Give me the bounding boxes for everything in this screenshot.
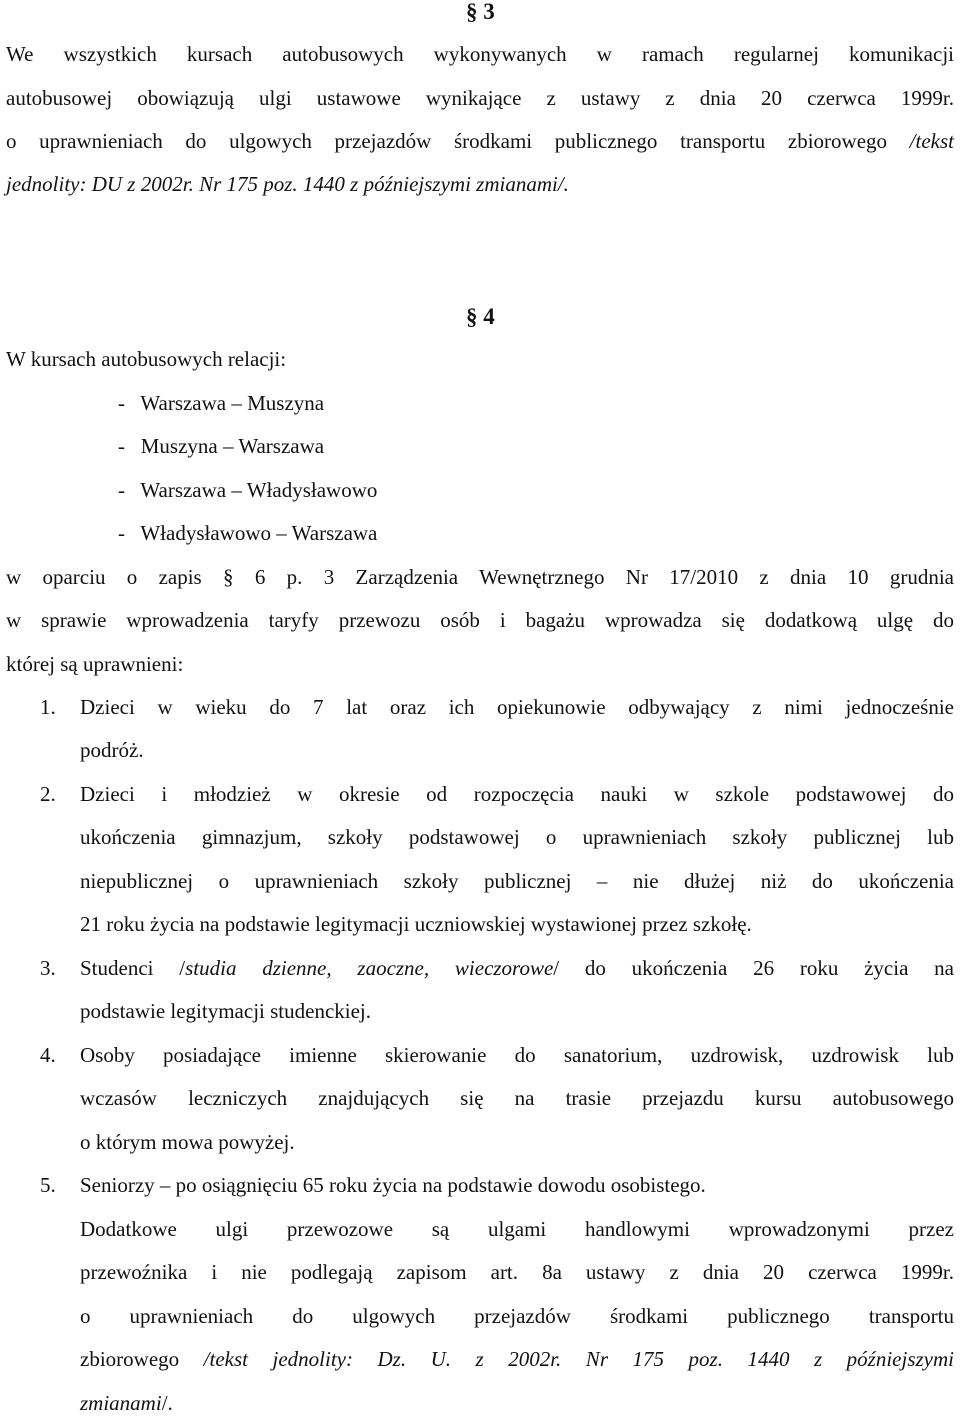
- route-item: - Muszyna – Warszawa: [118, 434, 325, 458]
- list-item-line: niepublicznej o uprawnieniach szkoły publicznej – nie dłużej niż do ukończenia: [80, 869, 954, 893]
- list-number: 3.: [40, 956, 56, 980]
- list-item-text: Studenci /: [80, 956, 186, 980]
- list-item-line: podstawie legitymacji studenckiej.: [80, 999, 372, 1023]
- closing-line-3: o uprawnieniach do ulgowych przejazdów środkami publicznego transportu: [80, 1304, 954, 1328]
- section-4-para-line-2: w sprawie wprowadzenia taryfy przewozu osób i bagażu wprowadza się dodatkową ulgę do: [6, 608, 954, 632]
- closing-line-1: Dodatkowe ulgi przewozowe są ulgami handlowymi wprowadzonymi przez: [80, 1217, 954, 1241]
- closing-text: zbiorowego: [80, 1347, 180, 1371]
- list-item-line: 21 roku życia na podstawie legitymacji uczniowskiej wystawionej przez szkołę.: [80, 912, 752, 936]
- closing-line-4: [80, 1345, 954, 1373]
- list-item-line: podróż.: [80, 738, 144, 762]
- list-item-line: Dzieci i młodzież w okresie od rozpoczęcia nauki w szkole podstawowej do: [80, 782, 954, 806]
- list-item-text: / do ukończenia 26 roku życia na: [553, 956, 955, 980]
- closing-italic: /tekst jednolity: Dz. U. z 2002r. Nr 175 poz. 1440 z późniejszymi: [203, 1347, 954, 1371]
- section-4-intro: W kursach autobusowych relacji:: [6, 347, 287, 371]
- list-item-line: Osoby posiadające imienne skierowanie do sanatorium, uzdrowisk, uzdrowisk lub: [80, 1043, 954, 1067]
- section-3-line-3-text: o uprawnieniach do ulgowych przejazdów środkami publicznego transportu zbiorowego: [6, 129, 888, 153]
- route-item: - Warszawa – Władysławowo: [118, 478, 378, 502]
- list-item-line: Seniorzy – po osiągnięciu 65 roku życia na podstawie dowodu osobistego.: [80, 1173, 706, 1197]
- list-item-line: [80, 954, 954, 982]
- list-number: 2.: [40, 782, 56, 806]
- section-4-para-line-3: której są uprawnieni:: [6, 652, 184, 676]
- section-3-heading: § 3: [466, 0, 495, 24]
- route-item: - Władysławowo – Warszawa: [118, 521, 378, 545]
- section-4-heading: § 4: [466, 304, 495, 329]
- closing-line-2: przewoźnika i nie podlegają zapisom art. 8a ustawy z dnia 20 czerwca 1999r.: [80, 1260, 954, 1284]
- closing-text: /.: [161, 1391, 173, 1415]
- section-3-line-2: autobusowej obowiązują ulgi ustawowe wynikające z ustawy z dnia 20 czerwca 1999r.: [6, 86, 954, 110]
- section-3-line-1: We wszystkich kursach autobusowych wykonywanych w ramach regularnej komunikacji: [6, 42, 954, 66]
- list-number: 5.: [40, 1173, 56, 1197]
- list-item-line: wczasów leczniczych znajdujących się na trasie przejazdu kursu autobusowego: [80, 1086, 954, 1110]
- list-item-line: Dzieci w wieku do 7 lat oraz ich opiekunowie odbywający z nimi jednocześnie: [80, 695, 954, 719]
- section-3-line-4: [6, 170, 569, 198]
- list-item-italic: studia dzienne, zaoczne, wieczorowe: [185, 956, 554, 980]
- section-3-line-3: [6, 127, 954, 155]
- list-item-line: ukończenia gimnazjum, szkoły podstawowej o uprawnieniach szkoły publicznej lub: [80, 825, 954, 849]
- route-item: - Warszawa – Muszyna: [118, 391, 325, 415]
- closing-italic: zmianami: [80, 1391, 162, 1415]
- section-4-para-line-1: w oparciu o zapis § 6 p. 3 Zarządzenia Wewnętrznego Nr 17/2010 z dnia 10 grudnia: [6, 565, 954, 589]
- list-item-line: o którym mowa powyżej.: [80, 1130, 295, 1154]
- list-number: 1.: [40, 695, 56, 719]
- section-3-line-4-italic: jednolity: DU z 2002r. Nr 175 poz. 1440 z późniejszymi zmianami/.: [6, 172, 569, 196]
- list-number: 4.: [40, 1043, 56, 1067]
- section-3-line-3-italic: /tekst: [909, 129, 954, 153]
- closing-line-5: [80, 1389, 173, 1417]
